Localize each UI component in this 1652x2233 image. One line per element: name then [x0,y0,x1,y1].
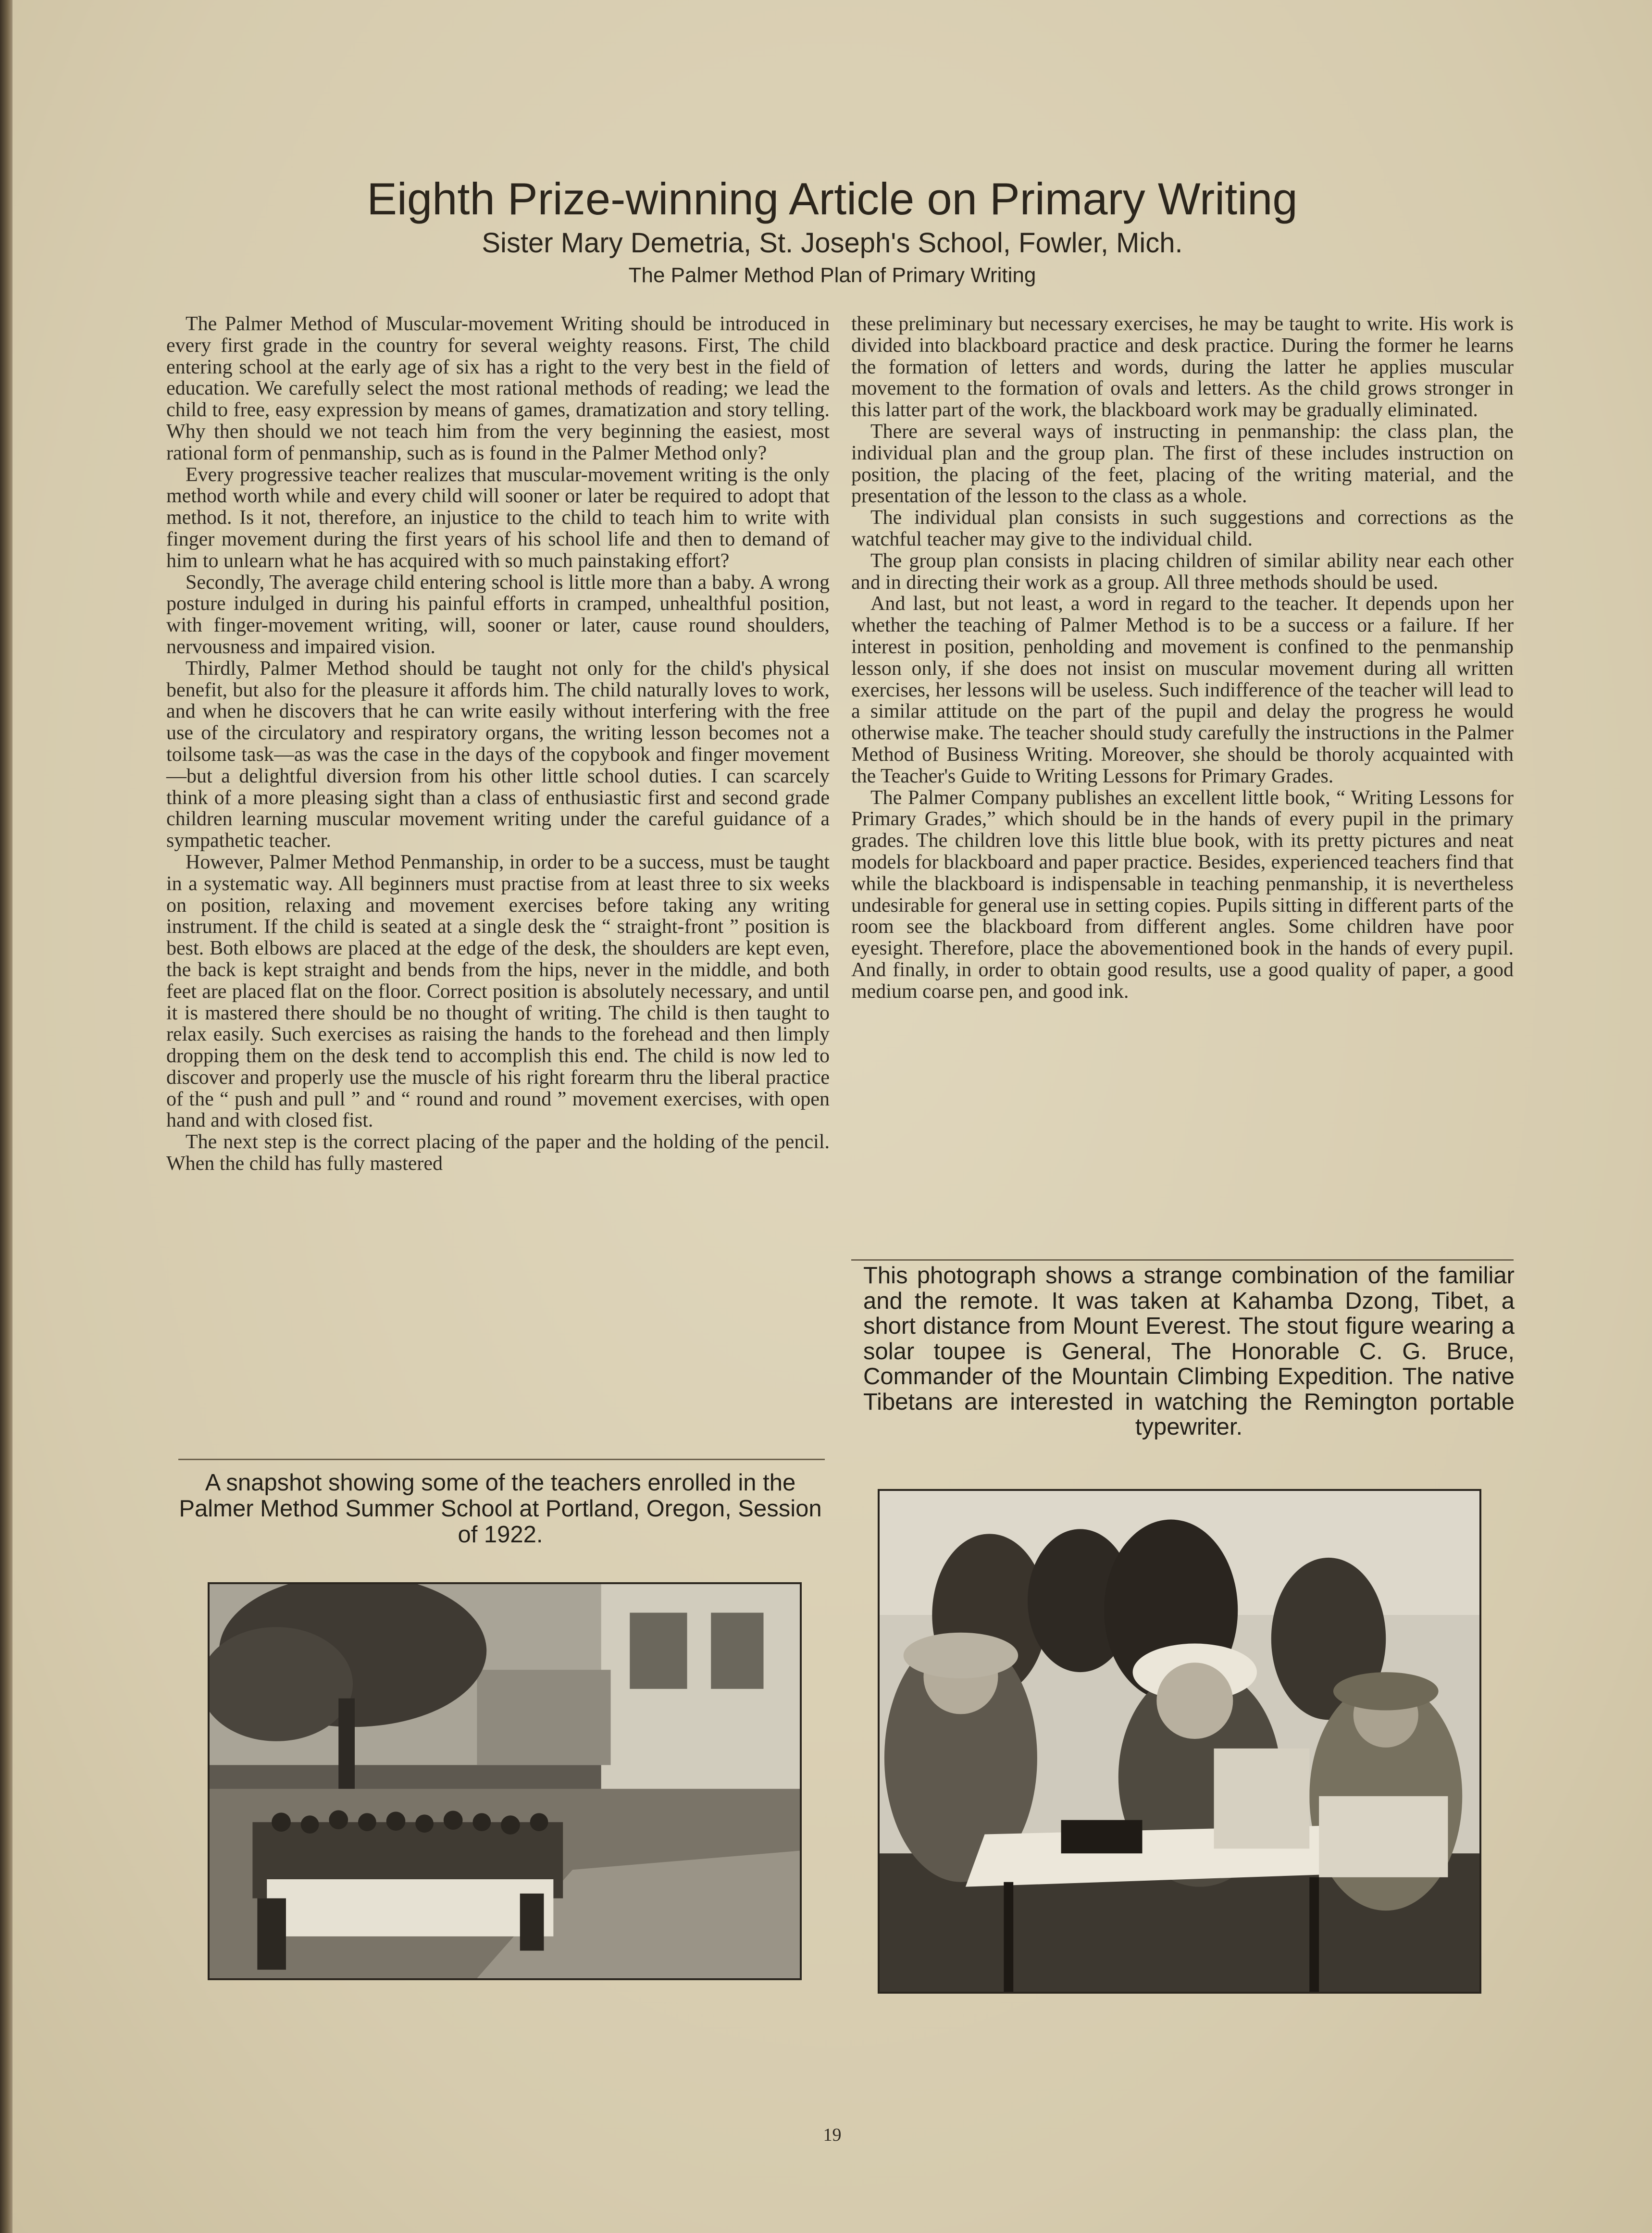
paragraph: The next step is the correct placing of the paper and the holding of the pencil. When the child has fully mastered [166,1131,830,1175]
divider-rule-right [851,1259,1514,1261]
text-column-right [851,313,1514,1003]
paragraph: The Palmer Company publishes an excellent little book, “ Writing Lessons for Primary Grades,” which should be in the hands of every pupil in the primary grades. The children love this little blue book, with its pretty pictures and neat models for blackboard and paper practice. Besides, experienced teachers find that while the blackboard is indispensable in teaching penmanship, it is nevertheless undesirable for general use in setting copies. Pupils sitting in different parts of the room see the blackboard from different angles. Some children have poor eyesight. Therefore, place the abovementioned book in the hands of every pupil. And finally, in order to obtain good results, use a good quality of paper, a good medium coarse pen, and good ink. [851,786,1514,1003]
magazine-page [12,0,1652,2233]
page-number: 19 [823,2125,842,2145]
article-title: Eighth Prize-winning Article on Primary Writing [367,174,1298,224]
teachers-group-photo [208,1582,802,1980]
paragraph: The Palmer Method of Muscular-movement Writing should be introduced in every first grade in the country for several weighty reasons. First, The child entering school at the early age of six has a right to the very best in the field of education. We carefully select the most rational methods of reading; we lead the child to free, easy expression by means of games, dramatization and story telling. Why then should we not teach him from the very beginning the easiest, most rational form of penmanship, such as is found in the Palmer Method only? [166,313,830,464]
photo-caption-left: A snapshot showing some of the teachers enrolled in the Palmer Method Summer School at Portland, Oregon, Session of 1922. [179,1470,822,1548]
paragraph: Thirdly, Palmer Method should be taught not only for the child's physical benefit, but also for the pleasure it affords him. The child naturally loves to work, and when he discovers that he can write easily without interfering with the free use of the circulatory and respiratory organs, the writing lesson becomes not a toilsome task—as was the case in the days of the copybook and finger movement—but a delightful diversion from his other little school duties. I can scarcely think of a more pleasing sight than a class of enthusiastic first and second grade children learning muscular movement writing under the careful guidance of a sympathetic teacher. [166,657,830,852]
divider-rule-left [178,1459,825,1460]
paragraph: There are several ways of instructing in penmanship: the class plan, the individual plan and the group plan. The first of these includes instruction on position, the placing of the feet, placing of the writing material, and the presentation of the lesson to the class as a whole. [851,420,1514,508]
paragraph: Every progressive teacher realizes that muscular-movement writing is the only method worth while and every child will sooner or later be required to adopt that method. Is it not, therefore, an injustice to the child to teach him to write with finger movement during the first years of his school life and then to demand of him to unlearn what he has acquired with so much painstaking effort? [166,463,830,572]
paragraph: these preliminary but necessary exercises, he may be taught to write. His work is divided into blackboard practice and desk practice. During the former he learns the formation of letters and words, during the latter he applies muscular movement to the formation of ovals and letters. As the child grows stronger in this latter part of the work, the blackboard work may be gradually eliminated. [851,313,1514,422]
page-binding-edge [0,0,12,2233]
paragraph: And last, but not least, a word in regard to the teacher. It depends upon her whether the teaching of Palmer Method is to be a success or a failure. If her interest in position, penholding and movement is confined to the penmanship lesson only, if she does not insist on muscular movement during all written exercises, her lessons will be useless. Such indifference of the teacher will lead to a similar attitude on the part of the pupil and delay the progress he would otherwise make. The teacher should study carefully the instructions in the Palmer Method of Business Writing. Moreover, she should be thoroly acquainted with the Teacher's Guide to Writing Lessons for Primary Grades. [851,593,1514,787]
paragraph: The individual plan consists in such suggestions and corrections as the watchful teacher may give to the individual child. [851,507,1514,550]
text-column-left [166,313,830,1175]
tibet-expedition-photo [878,1489,1481,1994]
article-author: Sister Mary Demetria, St. Joseph's School, Fowler, Mich. [482,227,1183,259]
paragraph: However, Palmer Method Penmanship, in order to be a success, must be taught in a systematic way. All beginners must practise from at least three to six weeks on position, relaxing and movement exercises before taking any writing instrument. If the child is seated at a single desk the “ straight-front ” position is best. Both elbows are placed at the edge of the desk, the shoulders are kept even, the back is kept straight and bends from the hips, never in the middle, and both feet are placed flat on the floor. Correct position is absolutely necessary, and until it is mastered there should be no thought of writing. The child is then taught to relax easily. Such exercises as raising the hands to the forehead and then limply dropping them on the desk tend to accomplish this end. The child is now led to discover and properly use the muscle of his right forearm thru the liberal practice of the “ push and pull ” and “ round and round ” movement exercises, with open hand and with closed fist. [166,851,830,1132]
paragraph: Secondly, The average child entering school is little more than a baby. A wrong posture indulged in during his painful efforts in cramped, unhealthful position, with finger-movement writing, will, sooner or later, cause round shoulders, nervousness and impaired vision. [166,571,830,658]
photo-caption-right: This photograph shows a strange combination of the familiar and the remote. It was taken at Kahamba Dzong, Tibet, a short distance from Mount Everest. The stout figure wearing a solar toupee is General, The Honorable C. G. Bruce, Commander of the Mountain Climbing Expedition. The native Tibetans are interested in watching the Remington portable typewriter. [863,1263,1515,1440]
paragraph: The group plan consists in placing children of similar ability near each other and in directing their work as a group. All three methods should be used. [851,549,1514,594]
article-subtitle: The Palmer Method Plan of Primary Writing [628,263,1036,287]
